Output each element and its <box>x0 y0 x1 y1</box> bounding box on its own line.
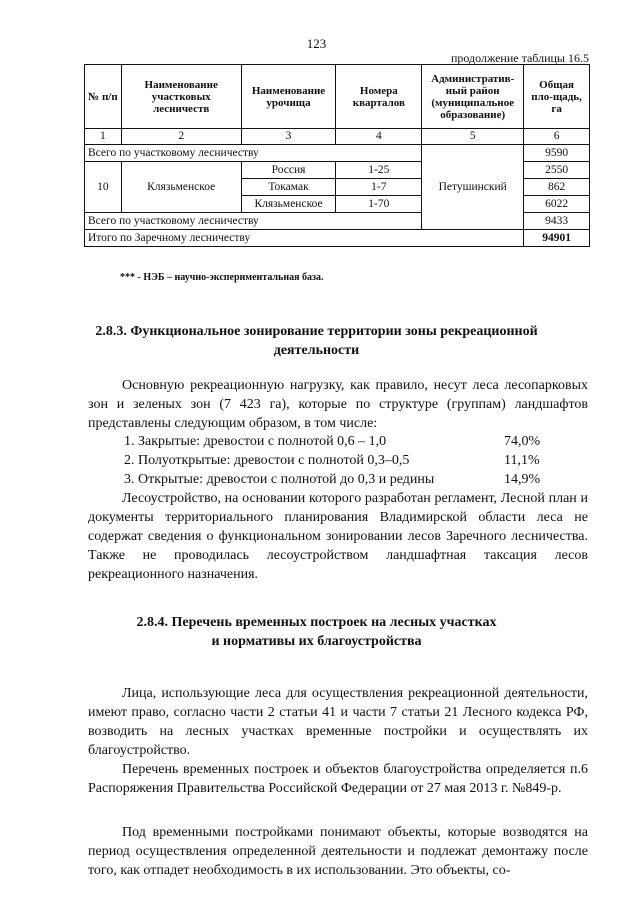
landscape-item-percent: 14,9% <box>504 472 541 487</box>
landscape-item <box>124 470 544 489</box>
header-district: Административ-ный район (муниципальное образование) <box>422 65 524 129</box>
landscape-item-text: 3. Открытые: древостои с полнотой до 0,3 и редины <box>124 472 435 487</box>
section-283-title-line2: деятельности <box>273 343 360 358</box>
column-number: 5 <box>422 129 524 145</box>
tract-name: Россия <box>241 162 336 179</box>
tract-quarters: 1-7 <box>336 179 422 196</box>
section-284-title-line1: 2.8.4. Перечень временных построек на лесных участках <box>136 615 497 630</box>
forestry-name-cell: Клязьменское <box>121 162 241 213</box>
section-284-paragraph-3: Под временными постройками понимают объекты, которые возводятся на период осуществления определенной деятельности и подлежат демонтажу после того, как отпадет необходимость в их использовании. Это объекты, со- <box>88 825 588 878</box>
tract-name: Токамак <box>241 179 336 196</box>
tract-area: 2550 <box>524 162 590 179</box>
subtotal-value: 9433 <box>524 213 590 230</box>
tract-area: 6022 <box>524 196 590 213</box>
header-tract: Наименование урочища <box>241 65 336 129</box>
column-number: 6 <box>524 129 590 145</box>
table-row <box>85 145 590 162</box>
section-283-paragraph-1: Основную рекреационную нагрузку, как правило, несут леса лесопарковых зон и зеленых зон (7 423 га), которые по структуре (группам) ландшафтов представлены следующим образом, в том числе: <box>88 378 588 431</box>
landscape-item <box>124 432 544 451</box>
section-283-paragraph-2: Лесоустройство, на основании которого разработан регламент, Лесной план и документы территориального планирования Владимирской области леса не содержат сведения о функциональном зонировании лесов Заречного лесничества. Также не проводилась лесоустройством ландшафтная таксация лесов рекреационного назначения. <box>88 491 588 582</box>
section-284-title <box>0 613 633 651</box>
header-area: Общая пло-щадь, га <box>524 65 590 129</box>
tract-name: Клязьменское <box>241 196 336 213</box>
column-numbers-row <box>85 129 590 145</box>
landscape-item-text: 2. Полуоткрытые: древостои с полнотой 0,3–0,5 <box>124 453 410 468</box>
landscape-item <box>124 451 544 470</box>
table-row <box>85 230 590 247</box>
tract-area: 862 <box>524 179 590 196</box>
header-quarters: Номера кварталов <box>336 65 422 129</box>
row-number-cell: 10 <box>85 162 122 213</box>
landscape-item-text: 1. Закрытые: древостои с полнотой 0,6 – 1,0 <box>124 434 387 449</box>
header-forestry: Наименование участковых лесничеств <box>121 65 241 129</box>
section-284-paragraph-2: Перечень временных построек и объектов благоустройства определяется п.6 Распоряжения Правительства Российской Федерации от 27 мая 2013 г. №849-р. <box>88 762 588 796</box>
subtotal-prev-label: Всего по участковому лесничеству <box>85 145 422 162</box>
column-number: 4 <box>336 129 422 145</box>
section-284-title-line2: и нормативы их благоустройства <box>211 634 422 649</box>
district-cell: Петушинский <box>422 145 524 230</box>
subtotal-label: Всего по участковому лесничеству <box>85 213 422 230</box>
footnote: *** - НЭБ – научно-экспериментальная база. <box>120 272 324 283</box>
tract-quarters: 1-70 <box>336 196 422 213</box>
section-283-title <box>0 322 633 360</box>
page-number: 123 <box>306 36 327 51</box>
column-number: 1 <box>85 129 122 145</box>
landscape-item-percent: 74,0% <box>504 434 541 449</box>
subtotal-prev-value: 9590 <box>524 145 590 162</box>
forestry-table <box>84 64 590 247</box>
column-number: 3 <box>241 129 336 145</box>
column-number: 2 <box>121 129 241 145</box>
landscape-item-percent: 11,1% <box>504 453 540 468</box>
table-continuation-label: продолжение таблицы 16.5 <box>450 51 589 65</box>
section-283-title-line1: 2.8.3. Функциональное зонирование территории зоны рекреационной <box>95 324 538 339</box>
tract-quarters: 1-25 <box>336 162 422 179</box>
total-label: Итого по Заречному лесничеству <box>85 230 524 247</box>
total-value: 94901 <box>524 230 590 247</box>
table-header-row <box>85 65 590 129</box>
header-number: № п/п <box>85 65 122 129</box>
section-284-paragraph-1: Лица, использующие леса для осуществления рекреационной деятельности, имеют право, согласно части 2 статьи 41 и части 7 статьи 21 Лесного кодекса РФ, возводить на лесных участках временные постройки и осуществлять их благоустройство. <box>88 686 588 758</box>
